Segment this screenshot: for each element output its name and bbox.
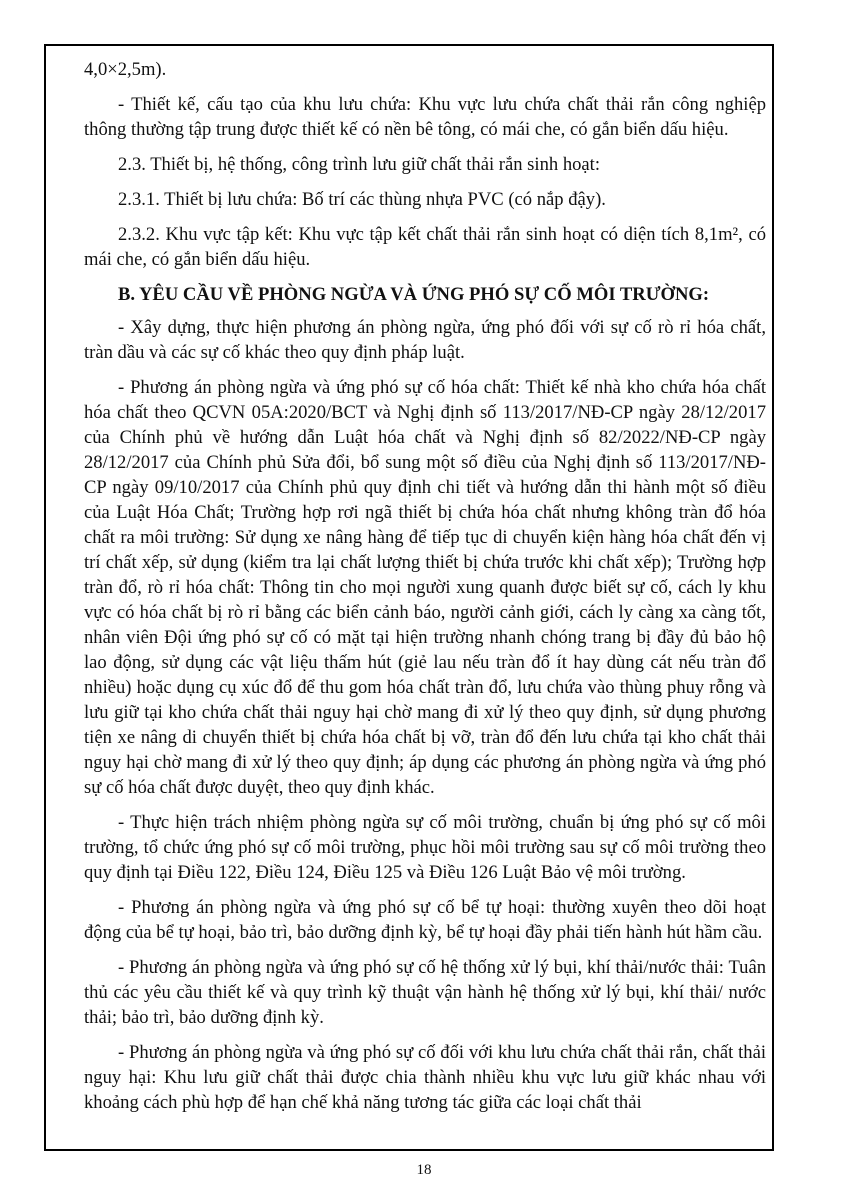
- paragraph-section-2-3: 2.3. Thiết bị, hệ thống, công trình lưu giữ chất thải rắn sinh hoạt:: [118, 154, 600, 175]
- document-body: [84, 57, 766, 1125]
- page-number: 18: [416, 1162, 432, 1178]
- paragraph-storage-design: - Thiết kế, cấu tạo của khu lưu chứa: Khu vực lưu chứa chất thải rắn công nghiệp thông thường tập trung được thiết kế có nền bê tông, có mái che, có gắn biển dấu hiệu.: [84, 94, 766, 140]
- paragraph-treatment-system-plan: - Phương án phòng ngừa và ứng phó sự cố hệ thống xử lý bụi, khí thải/nước thải: Tuân thủ các yêu cầu thiết kế và quy trình kỹ thuật vận hành hệ thống xử lý bụi, khí thải/ nước thải; bảo trì, bảo dưỡng định kỳ.: [84, 957, 766, 1028]
- paragraph-section-2-3-1: 2.3.1. Thiết bị lưu chứa: Bố trí các thùng nhựa PVC (có nắp đậy).: [118, 189, 606, 210]
- paragraph-responsibility: - Thực hiện trách nhiệm phòng ngừa sự cố môi trường, chuẩn bị ứng phó sự cố môi trường, tổ chức ứng phó sự cố môi trường, phục hồi môi trường sau sự cố môi trường theo quy định tại Điều 122, Điều 124, Điều 125 và Điều 126 Luật Bảo vệ môi trường.: [84, 812, 766, 883]
- paragraph-dimension-tail: 4,0×2,5m).: [84, 59, 167, 80]
- paragraph-chemical-incident-plan: - Phương án phòng ngừa và ứng phó sự cố hóa chất: Thiết kế nhà kho chứa hóa chất hóa chất theo QCVN 05A:2020/BCT và Nghị định số 113/2017/NĐ-CP ngày 28/12/2017 của Chính phủ về hướng dẫn Luật hóa chất và Nghị định số 82/2022/NĐ-CP ngày 28/12/2017 của Chính phủ Sửa đổi, bổ sung một số điều của Nghị định số 113/2017/NĐ-CP ngày 09/10/2017 của Chính phủ quy định chi tiết và hướng dẫn thi hành một số điều của Luật Hóa Chất; Trường hợp rơi ngã thiết bị chứa hóa chất nhưng không tràn đổ hóa chất ra môi trường: Sử dụng xe nâng hàng để tiếp tục di chuyển kiện hàng hóa chất đến vị trí chất xếp, sử dụng (kiểm tra lại chất lượng thiết bị chứa trước khi chất xếp); Trường hợp tràn đổ, rò rỉ hóa chất: Thông tin cho mọi người xung quanh được biết sự cố, cách ly khu vực có hóa chất bị rò rỉ bằng các biển cảnh báo, người cảnh giới, cách ly càng xa càng tốt, nhân viên Đội ứng phó sự cố có mặt tại hiện trường nhanh chóng trang bị đầy đủ bảo hộ lao động, sử dụng các vật liệu thấm hút (giẻ lau nếu tràn đổ ít hay dùng cát nếu tràn đổ nhiều) hoặc dụng cụ xúc đổ để thu gom hóa chất tràn đổ, lưu chứa vào thùng phuy rỗng và lưu giữ tại kho chứa chất thải nguy hại chờ mang đi xử lý theo quy định, sử dụng phương tiện xe nâng di chuyển thiết bị chứa hóa chất bị vỡ, tràn đổ đến lưu chứa tại kho chất thải nguy hại chờ mang đi xử lý theo quy định; áp dụng các phương án phòng ngừa và ứng phó sự cố hóa chất được duyệt, theo quy định khác.: [84, 377, 766, 798]
- paragraph-septic-tank-plan: - Phương án phòng ngừa và ứng phó sự cố bể tự hoại: thường xuyên theo dõi hoạt động của bể tự hoại, bảo trì, bảo dưỡng định kỳ, bể tự hoại đầy phải tiến hành hút hầm cầu.: [84, 897, 766, 943]
- paragraph-build-plan: - Xây dựng, thực hiện phương án phòng ngừa, ứng phó đối với sự cố rò rỉ hóa chất, tràn dầu và các sự cố khác theo quy định pháp luật.: [84, 317, 766, 363]
- paragraph-section-2-3-2: 2.3.2. Khu vực tập kết: Khu vực tập kết chất thải rắn sinh hoạt có diện tích 8,1m², có mái che, có gắn biển dấu hiệu.: [84, 224, 766, 270]
- section-heading-b: B. YÊU CẦU VỀ PHÒNG NGỪA VÀ ỨNG PHÓ SỰ CỐ MÔI TRƯỜNG:: [118, 284, 710, 305]
- paragraph-waste-storage-plan: - Phương án phòng ngừa và ứng phó sự cố đối với khu lưu chứa chất thải rắn, chất thải nguy hại: Khu lưu giữ chất thải được chia thành nhiều khu vực lưu giữ khác nhau với khoảng cách phù hợp để hạn chế khả năng tương tác giữa các loại chất thải: [84, 1042, 766, 1113]
